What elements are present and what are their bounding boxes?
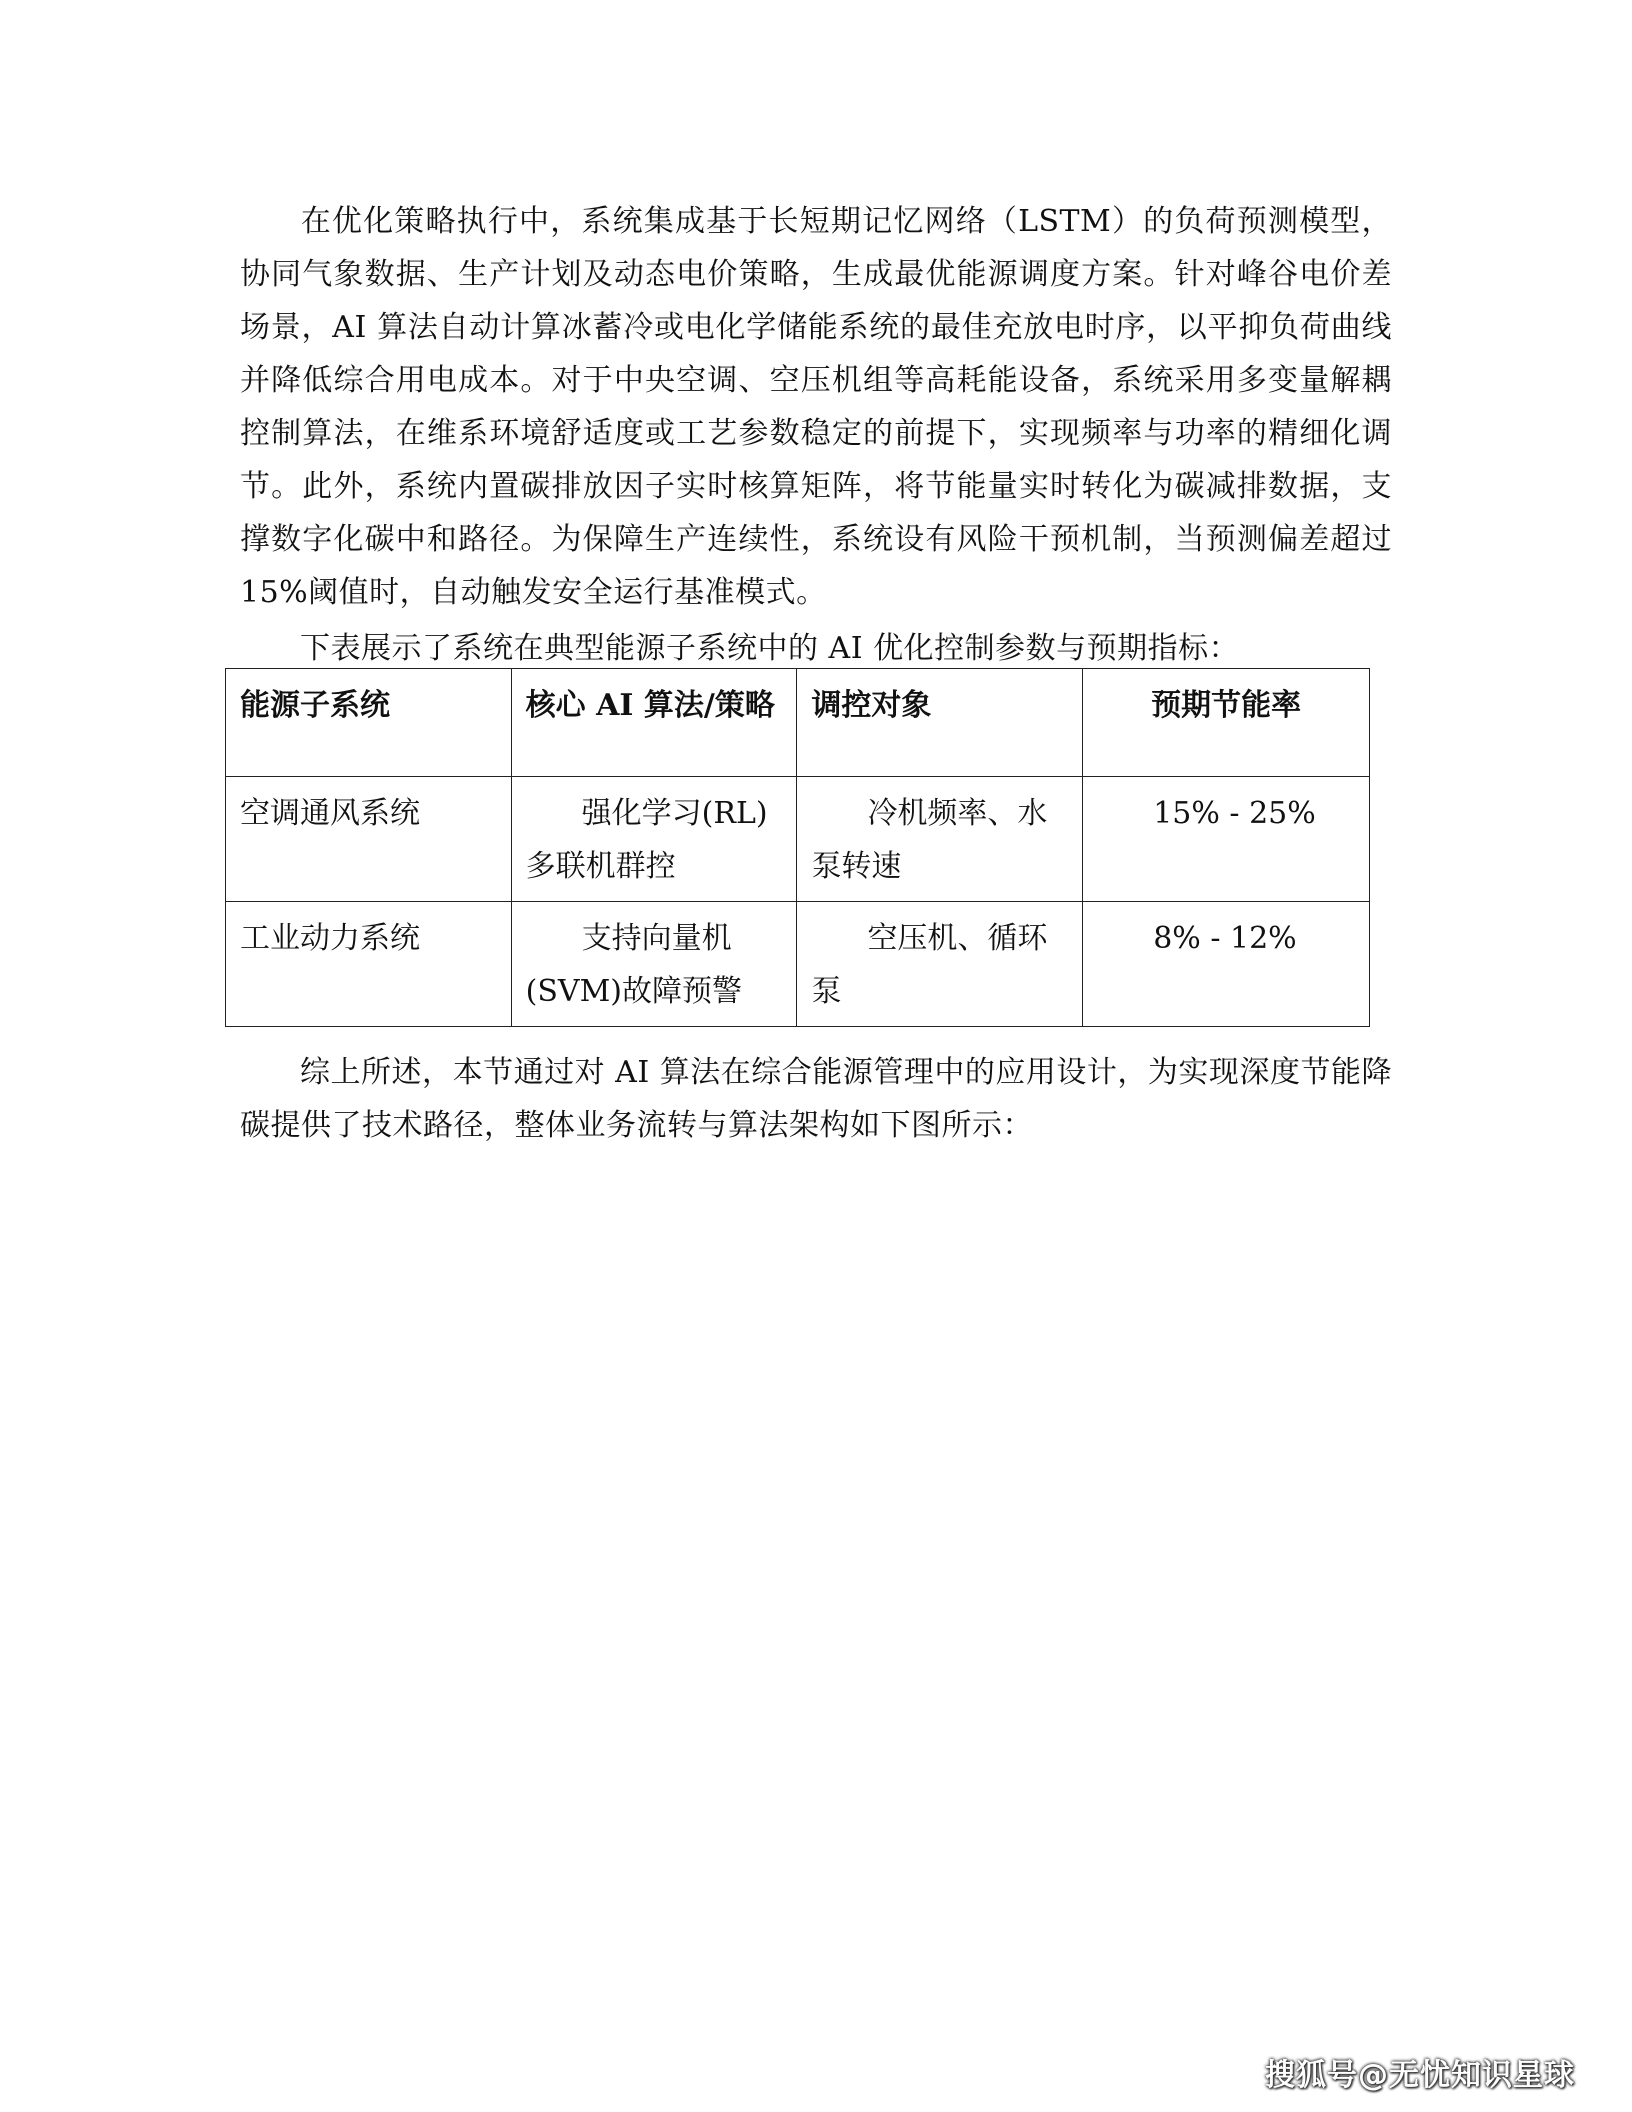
cell-subsystem: 工业动力系统 [226, 902, 512, 1027]
table-row [226, 902, 1370, 1027]
cell-saving-rate: 8% - 12% [1083, 902, 1370, 1027]
table-header-row [226, 669, 1370, 777]
paragraph-summary [240, 1046, 1392, 1152]
cell-control-target: 冷机频率、水泵转速 [797, 777, 1083, 902]
header-cell-algorithm: 核心 AI 算法/策略 [511, 669, 797, 777]
paragraph-text: 下表展示了系统在典型能源子系统中的 AI 优化控制参数与预期指标： [300, 631, 1240, 666]
header-cell-subsystem: 能源子系统 [226, 669, 512, 777]
table-row [226, 777, 1370, 902]
watermark-text: 搜狐号@无忧知识星球 [1265, 2058, 1575, 2093]
cell-control-target: 空压机、循环泵 [797, 902, 1083, 1027]
cell-saving-rate: 15% - 25% [1083, 777, 1370, 902]
energy-subsystem-table [225, 668, 1370, 1027]
cell-algorithm: 强化学习(RL)多联机群控 [511, 777, 797, 902]
cell-algorithm: 支持向量机(SVM)故障预警 [511, 902, 797, 1027]
paragraph-text: 综上所述，本节通过对 AI 算法在综合能源管理中的应用设计，为实现深度节能降碳提供了技术路径，整体业务流转与算法架构如下图所示： [240, 1055, 1392, 1143]
cell-subsystem: 空调通风系统 [226, 777, 512, 902]
paragraph-optimization-strategy [240, 195, 1392, 619]
paragraph-text: 在优化策略执行中，系统集成基于长短期记忆网络（LSTM）的负荷预测模型，协同气象数据、生产计划及动态电价策略，生成最优能源调度方案。针对峰谷电价差场景，AI 算法自动计算冰蓄冷或电化学储能系统的最佳充放电时序，以平抑负荷曲线并降低综合用电成本。对于中央空调、空压机组等高耗能设备，系统采用多变量解耦控制算法，在维系环境舒适度或工艺参数稳定的前提下，实现频率与功率的精细化调节。此外，系统内置碳排放因子实时核算矩阵，将节能量实时转化为碳减排数据，支撑数字化碳中和路径。为保障生产连续性，系统设有风险干预机制，当预测偏差超过 15%阈值时，自动触发安全运行基准模式。 [240, 204, 1392, 610]
header-cell-saving-rate: 预期节能率 [1083, 669, 1370, 777]
header-cell-control-target: 调控对象 [797, 669, 1083, 777]
